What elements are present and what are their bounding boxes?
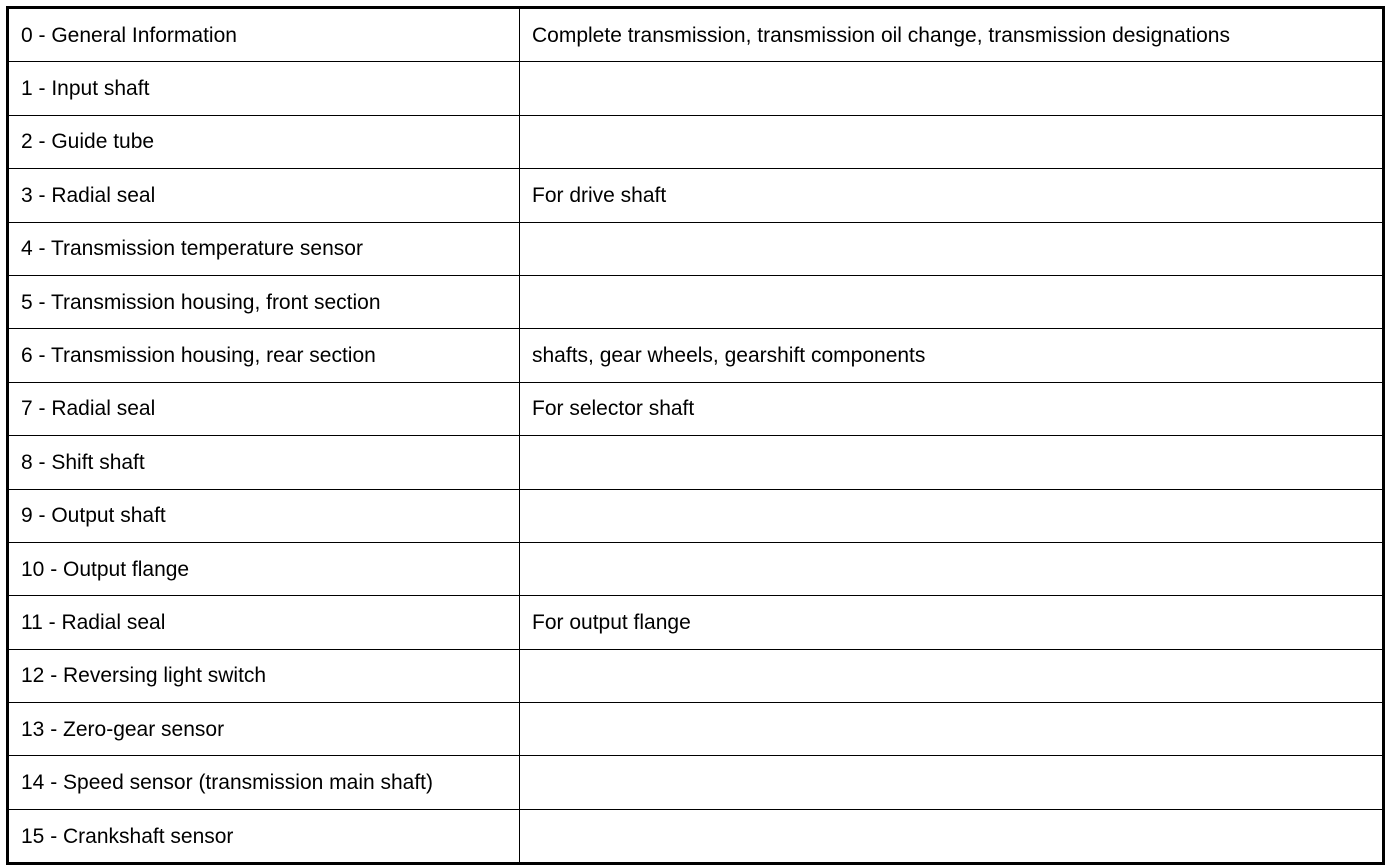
table-row <box>8 756 1384 809</box>
component-cell: 7 - Radial seal <box>8 382 520 435</box>
component-cell: 12 - Reversing light switch <box>8 649 520 702</box>
table-row <box>8 169 1384 222</box>
component-cell: 2 - Guide tube <box>8 115 520 168</box>
note-cell <box>520 542 1384 595</box>
component-cell: 14 - Speed sensor (transmission main shaft) <box>8 756 520 809</box>
table-row <box>8 115 1384 168</box>
table-row <box>8 222 1384 275</box>
note-cell: For output flange <box>520 596 1384 649</box>
component-cell: 15 - Crankshaft sensor <box>8 809 520 863</box>
note-cell <box>520 703 1384 756</box>
component-cell: 8 - Shift shaft <box>8 436 520 489</box>
component-cell: 1 - Input shaft <box>8 62 520 115</box>
component-cell: 4 - Transmission temperature sensor <box>8 222 520 275</box>
note-cell <box>520 809 1384 863</box>
component-cell: 11 - Radial seal <box>8 596 520 649</box>
note-cell <box>520 489 1384 542</box>
table-row <box>8 489 1384 542</box>
table-row <box>8 62 1384 115</box>
table-row <box>8 329 1384 382</box>
note-cell <box>520 62 1384 115</box>
note-cell <box>520 649 1384 702</box>
table-row <box>8 8 1384 62</box>
components-table <box>6 6 1385 865</box>
note-cell <box>520 275 1384 328</box>
table-row <box>8 596 1384 649</box>
note-cell <box>520 115 1384 168</box>
table-row <box>8 542 1384 595</box>
table-row <box>8 649 1384 702</box>
component-cell: 10 - Output flange <box>8 542 520 595</box>
table-row <box>8 382 1384 435</box>
table-row <box>8 703 1384 756</box>
table-row <box>8 275 1384 328</box>
component-cell: 6 - Transmission housing, rear section <box>8 329 520 382</box>
component-cell: 13 - Zero-gear sensor <box>8 703 520 756</box>
component-cell: 5 - Transmission housing, front section <box>8 275 520 328</box>
note-cell <box>520 756 1384 809</box>
component-cell: 0 - General Information <box>8 8 520 62</box>
note-cell: Complete transmission, transmission oil change, transmission designations <box>520 8 1384 62</box>
component-cell: 3 - Radial seal <box>8 169 520 222</box>
table-row <box>8 809 1384 863</box>
note-cell: shafts, gear wheels, gearshift components <box>520 329 1384 382</box>
table-row <box>8 436 1384 489</box>
component-cell: 9 - Output shaft <box>8 489 520 542</box>
note-cell: For drive shaft <box>520 169 1384 222</box>
note-cell: For selector shaft <box>520 382 1384 435</box>
note-cell <box>520 222 1384 275</box>
note-cell <box>520 436 1384 489</box>
